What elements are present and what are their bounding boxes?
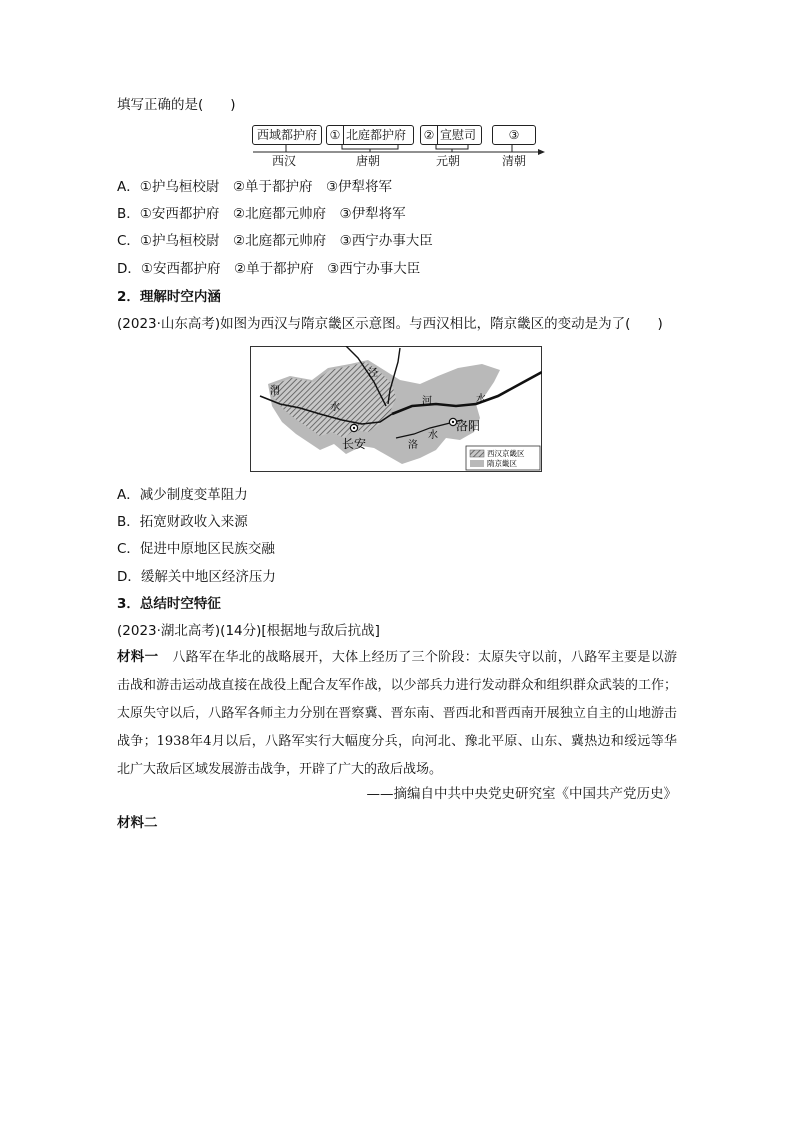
map-label-luo-shui: 水	[428, 430, 438, 441]
map-label-wei: 渭	[270, 386, 280, 397]
q2-option-d: D．缓解关中地区经济压力	[117, 569, 276, 585]
map-label-changan: 长安	[342, 437, 367, 451]
timeline-blank-3: ③	[492, 125, 536, 145]
map-label-wei-shui: 水	[330, 402, 340, 413]
era-tang: 唐朝	[356, 154, 381, 168]
map-label-luoyang: 洛阳	[456, 419, 481, 433]
era-yuan: 元朝	[436, 154, 461, 168]
q1-option-a: A．①护乌桓校尉 ②单于都护府 ③伊犁将军	[117, 179, 393, 195]
q3-heading: 3．总结时空特征	[117, 596, 221, 612]
q1-option-b: B．①安西都护府 ②北庭都元帅府 ③伊犁将军	[117, 206, 406, 222]
q2-option-b: B．拓宽财政收入来源	[117, 514, 248, 530]
capital-region-map	[250, 346, 542, 472]
era-xihan: 西汉	[272, 154, 297, 168]
map-label-he-shui: 水	[476, 394, 486, 405]
q3-material1	[117, 643, 677, 784]
q1-timeline	[250, 122, 545, 172]
map-label-luo: 洛	[408, 440, 418, 451]
era-qing: 清朝	[502, 154, 527, 168]
material2-label: 材料二	[117, 815, 158, 831]
timeline-box-xiyu: 西域都护府	[252, 125, 322, 145]
material1-label: 材料一	[117, 649, 159, 665]
legend-han: 西汉京畿区	[487, 449, 525, 458]
q1-option-d: D．①安西都护府 ②单于都护府 ③西宁办事大臣	[117, 261, 421, 277]
q1-option-c: C．①护乌桓校尉 ②北庭都元帅府 ③西宁办事大臣	[117, 233, 433, 249]
legend-swatch-sui	[470, 460, 484, 467]
map-label-jing: 泾	[368, 368, 378, 379]
timeline-xuanwei: 宣慰司	[440, 128, 477, 142]
material1-source: ——摘编自中共中央党史研究室《中国共产党历史》	[366, 786, 677, 802]
q3-stem: (2023·湖北高考)(14分)[根据地与敌后抗战]	[117, 623, 380, 639]
timeline-blank-1: ①	[327, 126, 344, 144]
legend-swatch-han	[470, 450, 484, 457]
q1-stem: 填写正确的是( )	[117, 97, 236, 113]
legend-sui: 隋京畿区	[487, 459, 517, 468]
q2-heading: 2．理解时空内涵	[117, 289, 221, 305]
material1-text: 八路军在华北的战略展开，大体上经历了三个阶段：太原失守以前，八路军主要是以游击战和游击运动战直接在战役上配合友军作战，以少部兵力进行发动群众和组织群众武装的工作；太原失守以后，八路军各师主力分别在晋察冀、晋东南、晋西北和晋西南开展独立自主的山地游击战争；1938年4月以后，八路军实行大幅度分兵，向河北、豫北平原、山东、冀热边和绥远等华北广大敌后区域发展游击战争，开辟了广大的敌后战场。	[117, 650, 677, 777]
timeline-blank-2: ②	[421, 126, 438, 144]
q2-option-a: A．减少制度变革阻力	[117, 487, 248, 503]
q2-stem: (2023·山东高考)如图为西汉与隋京畿区示意图。与西汉相比，隋京畿区的变动是为了( )	[117, 316, 663, 332]
q2-option-c: C．促进中原地区民族交融	[117, 541, 275, 557]
timeline-beiting: 北庭都护府	[346, 128, 407, 142]
map-label-he: 河	[422, 396, 432, 407]
